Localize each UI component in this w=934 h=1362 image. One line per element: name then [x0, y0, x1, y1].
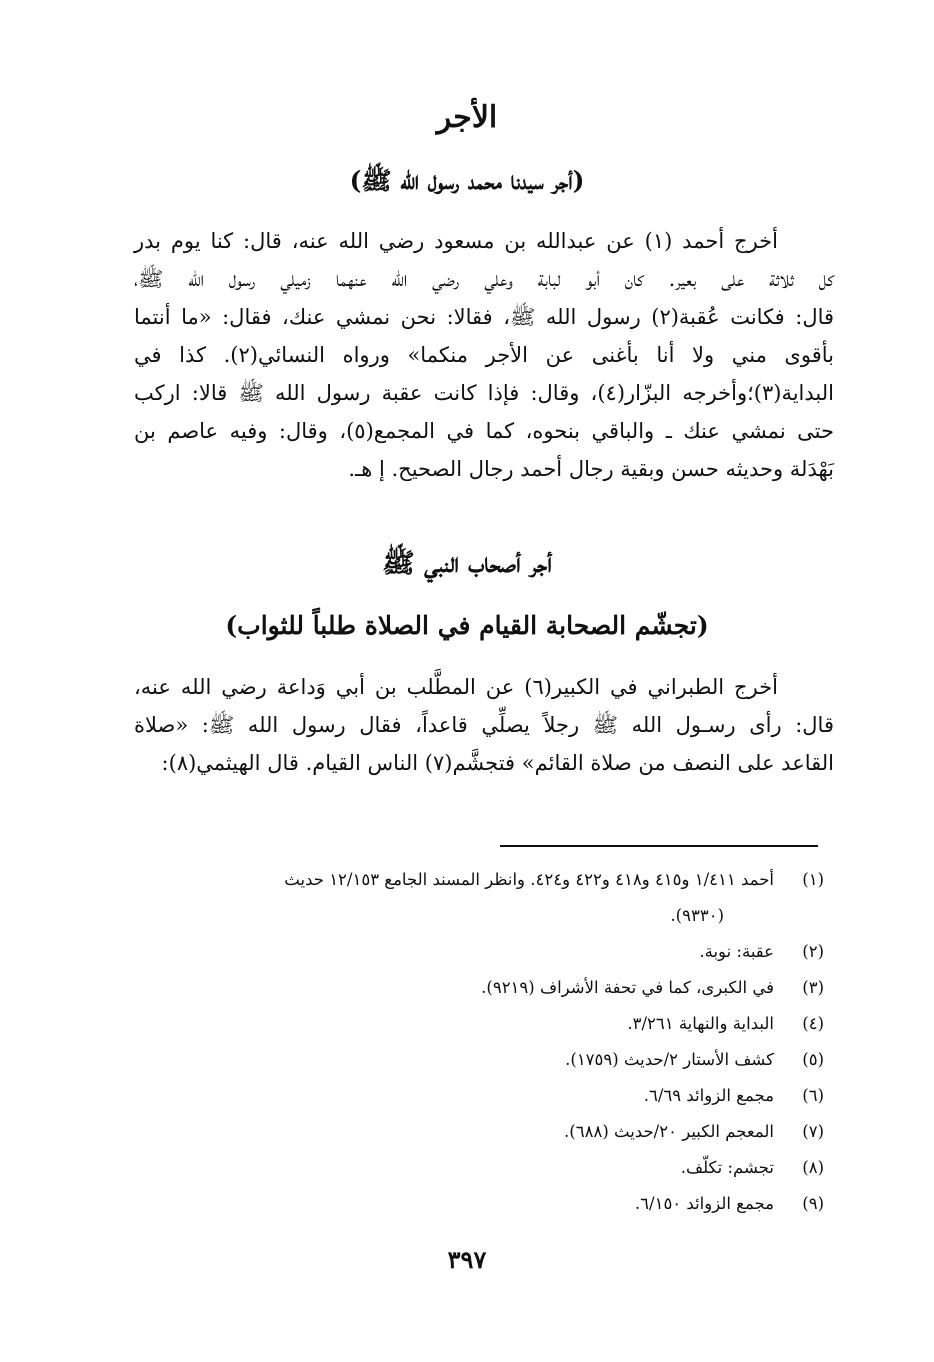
- footnote-item: [120, 970, 824, 1006]
- footnote-item: [120, 934, 824, 970]
- footnote-number: (٦): [802, 1086, 824, 1105]
- paragraph-line: القاعد على النصف من صلاة القائم» فتجشَّم(٧) الناس القيام. قال الهيثمي(٨):: [161, 751, 834, 775]
- footnote-item: [120, 1114, 824, 1150]
- footnote-number: (٣): [802, 978, 824, 997]
- paragraph-line: بَهْدَلة وحديثه حسن وبقية رجال أحمد رجال الصحيح. إ هـ.: [348, 457, 834, 481]
- paragraph-line: قال: فكانت عُقبة(٢) رسول الله ﷺ، فقالا: نحن نمشي عنك، فقال: «ما أنتما: [134, 305, 835, 329]
- paragraph-line: بأقوى مني ولا أنا بأغنى عن الأجر منكما» ورواه النسائي(٢). كذا في: [134, 343, 834, 367]
- footnote-item: [120, 862, 824, 934]
- footnote-number: (٧): [802, 1122, 824, 1141]
- footnote-text: عقبة: نوبة.: [699, 942, 774, 961]
- paragraph-line: كل ثلاثة على بعير. كان أبو لبابة وعلي رضي الله عنهما زميلي رسول الله ﷺ،: [134, 267, 834, 291]
- footnote-text: تجشم: تكلّف.: [680, 1158, 774, 1177]
- footnote-text: في الكبرى، كما في تحفة الأشراف (٩٢١٩).: [481, 978, 774, 997]
- footnote-number: (٥): [802, 1050, 824, 1069]
- footnote-item: [120, 1186, 824, 1222]
- section1-paragraph: [134, 222, 834, 488]
- footnote-number: (٤): [802, 1014, 824, 1033]
- page-number: ٣٩٧: [447, 1245, 487, 1274]
- paragraph-line: البداية(٣)؛وأخرجه البزّار(٤)، وقال: فإذا كانت عقبة رسول الله ﷺ قالا: اركب: [134, 381, 834, 405]
- paragraph-line: أخرج الطبراني في الكبير(٦) عن المطَّلب بن أبي وَداعة رضي الله عنه،: [134, 675, 778, 699]
- footnote-text: مجمع الزوائد ٦/١٥٠.: [634, 1194, 774, 1213]
- section2-paragraph: [134, 668, 834, 782]
- footnote-number: (١): [802, 870, 824, 889]
- footnote-item: [120, 1150, 824, 1186]
- footnote-text: كشف الأستار ٢/حديث (١٧٥٩).: [565, 1050, 774, 1069]
- footnote-text: المعجم الكبير ٢٠/حديث (٦٨٨).: [564, 1122, 774, 1141]
- footnote-text: أحمد ١/٤١١ و٤١٥ و٤١٨ و٤٢٢ و٤٢٤. وانظر المسند الجامع ١٢/١٥٣ حديث: [284, 870, 774, 889]
- footnote-item: [120, 1006, 824, 1042]
- section2-heading: (تجشّم الصحابة القيام في الصلاة طلباً للثواب): [225, 611, 709, 640]
- footnote-number: (٩): [802, 1194, 824, 1213]
- paragraph-line: حتى نمشي عنك ـ والباقي بنحوه، كما في المجمع(٥)، وقال: وفيه عاصم بن: [134, 419, 834, 443]
- chapter-title: الأجر: [436, 100, 498, 135]
- paragraph-line: أخرج أحمد (١) عن عبدالله بن مسعود رضي الله عنه، قال: كنا يوم بدر: [134, 229, 778, 253]
- footnote-divider: [500, 845, 818, 847]
- footnote-number: (٢): [802, 942, 824, 961]
- paragraph-line: قال: رأى رسـول الله ﷺ رجلاً يصلِّي قاعداً، فقال رسول الله ﷺ: «صلاة: [134, 713, 834, 737]
- footnote-item: [120, 1078, 824, 1114]
- footnote-number: (٨): [802, 1158, 824, 1177]
- section2-title: أجر أصحاب النبي ﷺ: [382, 548, 552, 579]
- footnote-text: البداية والنهاية ٣/٢٦١.: [627, 1014, 774, 1033]
- section1-heading: (أجر سيدنا محمد رسول الله ﷺ): [349, 166, 585, 195]
- footnote-item: [120, 1042, 824, 1078]
- footnote-text: مجمع الزوائد ٦/٦٩.: [643, 1086, 774, 1105]
- footnote-continuation: (٩٣٣٠).: [670, 906, 724, 925]
- footnotes: [120, 862, 824, 1222]
